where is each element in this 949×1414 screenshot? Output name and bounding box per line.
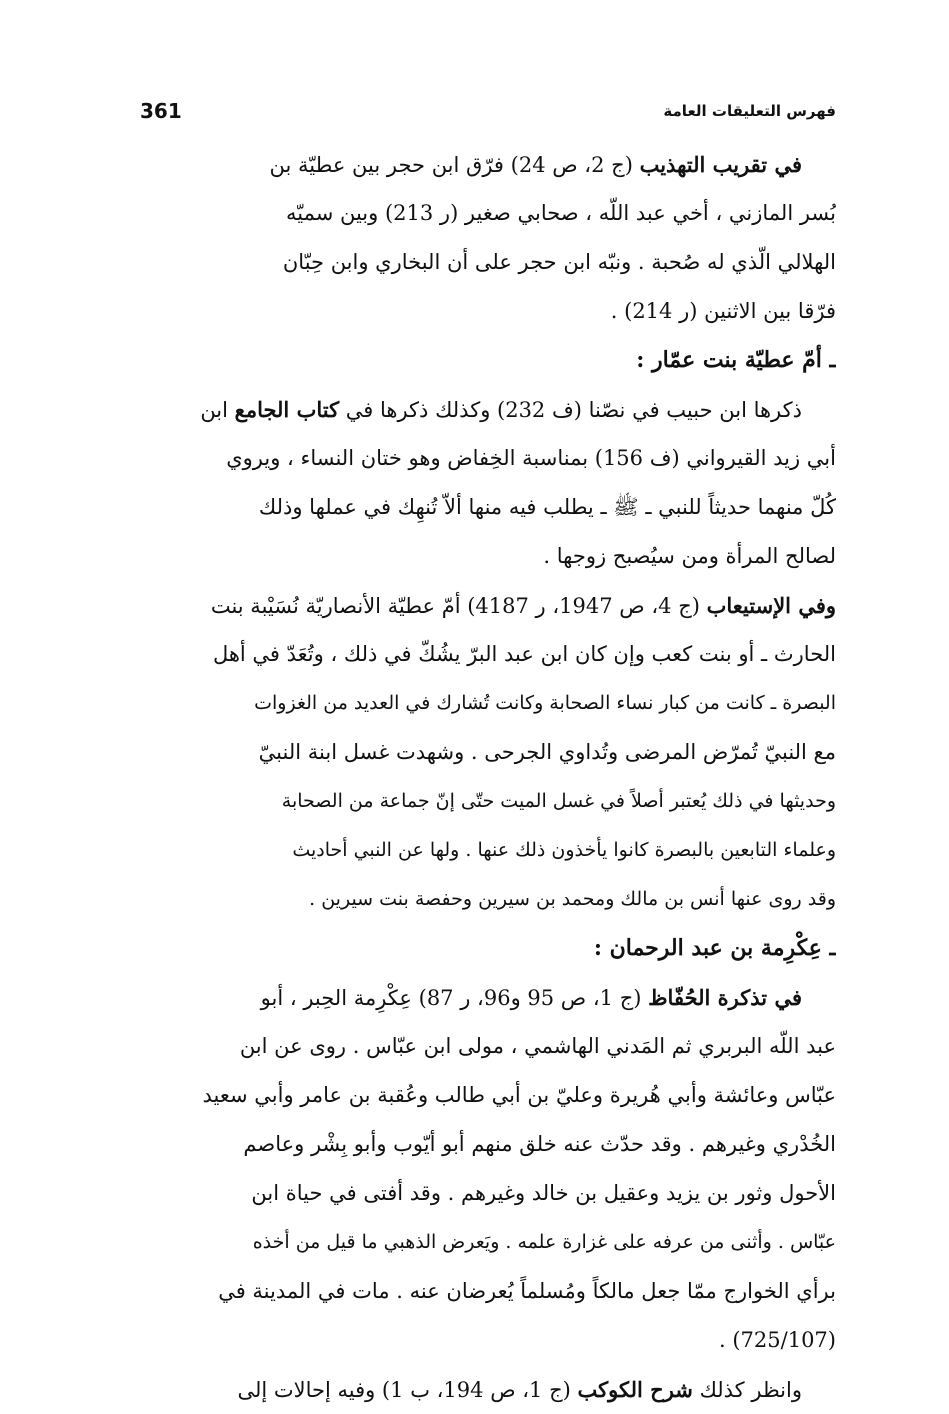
book-title: في تقريب التهذيب	[639, 152, 802, 177]
text-line: الخُدْري وغيرهم . وقد حدّث عنه خلق منهم أبو أيّوب وأبو بِشْر وعاصم	[243, 1132, 836, 1156]
text-line: عبّاس . وأثنى من عرفه على غزارة علمه . ويَعرض الذهبي ما قيل من أخذه	[252, 1231, 836, 1253]
text-line: وقد روى عنها أنس بن مالك ومحمد بن سيرين وحفصة بنت سيرين .	[309, 888, 836, 910]
text-line: مع النبيّ تُمرّض المرضى وتُداوي الجرحى . وشهدت غسل ابنة النبيّ	[258, 740, 836, 764]
text-line: وانظر كذلك شرح الكوكب (ج 1، ص 194، ب 1) وفيه إحالات إلى	[237, 1377, 802, 1402]
text-line: وعلماء التابعين بالبصرة كانوا يأخذون ذلك عنها . ولها عن النبي أحاديث	[292, 839, 836, 861]
running-title: فهرس التعليقات العامة	[663, 102, 836, 120]
body-text	[140, 140, 836, 1414]
text-line: عبد اللّه البربري ثم المَدني الهاشمي ، مولى ابن عبّاس . روى عن ابن	[239, 1034, 836, 1058]
book-title: وفي الإستيعاب	[706, 593, 836, 618]
text-line: عبّاس وعائشة وأبي هُريرة وعليّ بن أبي طالب وعُقبة بن عامر وأبي سعيد	[202, 1083, 836, 1107]
text-line: في تذكرة الحُفّاظ (ج 1، ص 95 و96، ر 87) عِكْرِمة الحِبر ، أبو	[260, 985, 802, 1010]
text-line: وحديثها في ذلك يُعتبر أصلاً في غسل الميت حتّى إنّ جماعة من الصحابة	[281, 790, 836, 812]
text-line: بُسر المازني ، أخي عبد اللّه ، صحابي صغير (ر 213) وبين سميّه	[285, 201, 836, 225]
entry-heading: ـ أمّ عطيّة بنت عمّار :	[636, 347, 836, 373]
text-line: وفي الإستيعاب (ج 4، ص 1947، ر 4187) أمّ عطيّة الأنصاريّة نُسَيْبة بنت	[210, 593, 836, 618]
text-line: (725/107) .	[719, 1328, 836, 1352]
page-header	[140, 94, 836, 128]
text-line: أبي زيد القيرواني (ف 156) بمناسبة الخِفاض وهو ختان النساء ، ويروي	[226, 446, 836, 470]
text-line: البصرة ـ كانت من كبار نساء الصحابة وكانت تُشارك في العديد من الغزوات	[254, 692, 836, 714]
book-title: في تذكرة الحُفّاظ	[648, 985, 802, 1010]
text-line: فرّقا بين الاثنين (ر 214) .	[610, 299, 836, 323]
text-line: في تقريب التهذيب (ج 2، ص 24) فرّق ابن حجر بين عطيّة بن	[269, 152, 802, 177]
text-line: الحارث ـ أو بنت كعب وإن كان ابن عبد البرّ يشُكّ في ذلك ، وتُعَدّ في أهل	[212, 642, 836, 666]
text-line: الأحول وثور بن يزيد وعقيل بن خالد وغيرهم . وقد أفتى في حياة ابن	[251, 1181, 836, 1205]
text-line: كُلّ منهما حديثاً للنبي ـ ﷺ ـ يطلب فيه منها ألاّ تُنهِك في عملها وذلك	[258, 495, 836, 519]
text-line: لصالح المرأة ومن سيُصبح زوجها .	[543, 544, 836, 568]
page-number: 361	[140, 99, 182, 123]
text-line: الهلالي الّذي له صُحبة . ونبّه ابن حجر على أن البخاري وابن حِبّان	[282, 250, 836, 274]
entry-heading: ـ عِكْرِمة بن عبد الرحمان :	[593, 935, 836, 961]
text-line: ذكرها ابن حبيب في نصّنا (ف 232) وكذلك ذكرها في كتاب الجامع ابن	[200, 397, 802, 422]
book-title: شرح الكوكب	[577, 1377, 693, 1402]
book-title: كتاب الجامع	[234, 397, 340, 422]
text-line: برأي الخوارج ممّا جعل مالكاً ومُسلماً يُعرضان عنه . مات في المدينة في	[218, 1279, 836, 1303]
